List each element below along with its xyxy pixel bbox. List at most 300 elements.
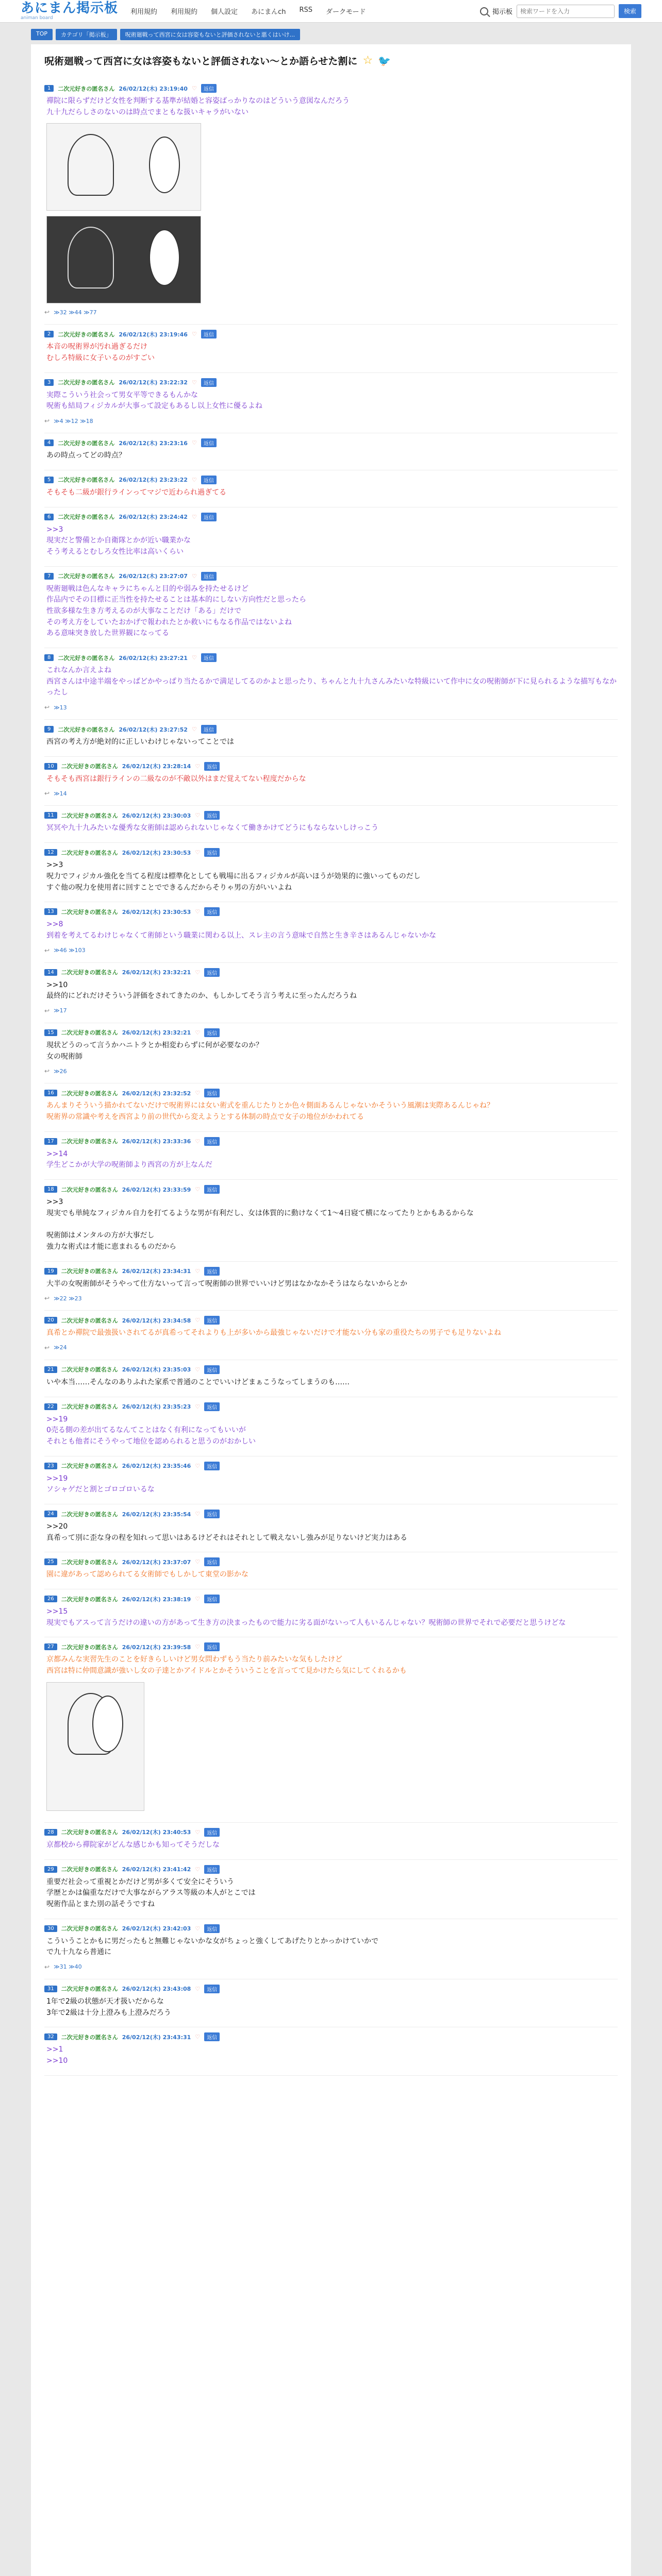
post-date: 26/02/12(木) 23:43:08 <box>122 1986 191 1993</box>
post-number[interactable]: 25 <box>44 1558 57 1565</box>
nav-item[interactable]: 個人設定 <box>211 8 238 16</box>
reply-links[interactable] <box>44 309 618 316</box>
post <box>44 1083 618 1131</box>
heart-icon[interactable]: ♡ <box>195 1985 201 1992</box>
post-number[interactable]: 4 <box>44 439 54 446</box>
post-number[interactable]: 18 <box>44 1186 57 1193</box>
manga-figure <box>68 134 114 196</box>
post <box>44 806 618 843</box>
reply-link-text[interactable]: ≫32 ≫44 ≫77 <box>54 309 97 316</box>
post-number[interactable]: 9 <box>44 726 54 733</box>
poster-name: 二次元好きの匿名さん <box>61 849 118 856</box>
reply-link-text[interactable]: ≫31 ≫40 <box>54 1963 82 1971</box>
post <box>44 1180 618 1261</box>
reply-arrow-icon: ↩ <box>44 309 50 316</box>
post <box>44 843 618 902</box>
post <box>44 325 618 372</box>
reply-button[interactable]: 返信 <box>201 378 217 387</box>
heart-icon[interactable]: ♡ <box>195 1138 201 1145</box>
post-body: いや本当……そんなのありふれた家系で普通のことでいいけどまぁこうなってしまうのも…… <box>46 1378 350 1386</box>
post-date: 26/02/12(木) 23:42:03 <box>122 1925 191 1933</box>
nav-item[interactable]: 利用規約 <box>130 8 158 16</box>
post-header <box>44 1985 618 1993</box>
poster-name: 二次元好きの匿名さん <box>61 1366 118 1374</box>
post-date: 26/02/12(木) 23:40:53 <box>122 1829 191 1836</box>
reply-button[interactable]: 返信 <box>201 84 217 93</box>
post-header <box>44 762 618 771</box>
post <box>44 1397 618 1456</box>
heart-icon[interactable]: ♡ <box>195 1828 201 1836</box>
post-date: 26/02/12(木) 23:33:59 <box>122 1186 191 1193</box>
post-body: 実際こういう社会って男女平等できるもんかな 呪術も結局フィジカルが大事って設定もあるし以上女性に優るよね <box>46 391 262 411</box>
post-date: 26/02/12(木) 23:24:42 <box>119 514 188 520</box>
post-date: 26/02/12(木) 23:34:31 <box>122 1268 191 1275</box>
poster-name: 二次元好きの匿名さん <box>61 1925 118 1933</box>
post-date: 26/02/12(木) 23:23:22 <box>119 477 188 484</box>
search-scope[interactable]: 掲示板 <box>492 8 512 16</box>
post-number[interactable]: 28 <box>44 1829 57 1836</box>
heart-icon[interactable]: ♡ <box>191 726 197 733</box>
reply-links[interactable] <box>44 1007 618 1014</box>
post <box>44 1311 618 1360</box>
poster-name: 二次元好きの匿名さん <box>61 2033 118 2041</box>
post-date: 26/02/12(木) 23:28:14 <box>122 763 191 770</box>
speech-bubble <box>149 229 180 286</box>
post <box>44 1023 618 1083</box>
post <box>44 902 618 962</box>
post <box>44 1262 618 1311</box>
post-date: 26/02/12(木) 23:27:52 <box>119 726 188 733</box>
post <box>44 507 618 567</box>
breadcrumb-item[interactable]: 呪術廻戦って西宮に女は容姿もないと評価されないと悪くはいけ... <box>120 29 301 40</box>
post-body: >>3 現実でも単純なフィジカル自力を打てるような男が有利だし、女は体質的に動けなくて1〜4日寝て横になってたりとかもあるからな 呪術師はメンタルの方が大事だし 強力な術式は才能に恵まれるものだから <box>46 1198 474 1251</box>
reply-button[interactable]: 返信 <box>204 968 220 977</box>
post-number[interactable]: 2 <box>44 331 54 337</box>
heart-icon[interactable]: ♡ <box>195 1643 201 1651</box>
reply-button[interactable]: 返信 <box>201 513 217 521</box>
post-header <box>44 476 618 484</box>
post <box>44 1919 618 1979</box>
post-header <box>44 378 618 387</box>
heart-icon[interactable]: ♡ <box>191 331 197 338</box>
post-body: そもそも西宮は銀行ラインの二級なのが不敵以外はまだ覚えてない程度だからな <box>46 774 306 783</box>
post <box>44 648 618 720</box>
post-date: 26/02/12(木) 23:34:58 <box>122 1317 191 1324</box>
search-area <box>480 4 641 18</box>
post-header <box>44 1557 618 1566</box>
heart-icon[interactable]: ♡ <box>195 2033 201 2041</box>
heart-icon[interactable]: ♡ <box>195 1596 201 1603</box>
post-number[interactable]: 5 <box>44 477 54 483</box>
post-number[interactable]: 26 <box>44 1596 57 1602</box>
heart-icon[interactable]: ♡ <box>195 1186 201 1193</box>
poster-name: 二次元好きの匿名さん <box>61 763 118 770</box>
heart-icon[interactable]: ♡ <box>195 1925 201 1932</box>
post-number[interactable]: 6 <box>44 514 54 520</box>
post-date: 26/02/12(木) 23:27:21 <box>119 654 188 662</box>
reply-arrow-icon: ↩ <box>44 1344 50 1351</box>
logo-subtext: animan board <box>21 15 53 21</box>
poster-name: 二次元好きの匿名さん <box>61 1186 118 1193</box>
search-input[interactable] <box>517 5 615 18</box>
post-header <box>44 438 618 447</box>
post-image[interactable] <box>46 123 201 211</box>
post-header <box>44 1316 618 1325</box>
post-number[interactable]: 15 <box>44 1029 57 1036</box>
post-body: 1年で2級の状態が天才扱いだからな 3年で2級は十分上澄みも上澄みだろう <box>46 1997 171 2017</box>
reply-button[interactable]: 返信 <box>204 1028 220 1037</box>
post-date: 26/02/12(木) 23:35:23 <box>122 1403 191 1411</box>
post-list <box>44 79 618 2076</box>
reply-link-text[interactable]: ≫4 ≫12 ≫18 <box>54 417 93 425</box>
reply-button[interactable]: 返信 <box>204 1510 220 1518</box>
reply-link-text[interactable]: ≫26 <box>54 1067 67 1075</box>
post-number[interactable]: 14 <box>44 969 57 976</box>
post-date: 26/02/12(木) 23:43:31 <box>122 2033 191 2041</box>
post-number[interactable]: 7 <box>44 573 54 580</box>
post-number[interactable]: 31 <box>44 1986 57 1992</box>
heart-icon[interactable]: ♡ <box>191 572 197 580</box>
post-date: 26/02/12(木) 23:32:52 <box>122 1090 191 1097</box>
post-body: 真希とか禪院で最強扱いされてるが真希ってそれよりも上が多いから最強じゃないだけで才能ない分も家の重役たちの男子でも足りないよね <box>46 1329 501 1337</box>
reply-links[interactable] <box>44 947 618 954</box>
reply-arrow-icon: ↩ <box>44 704 50 711</box>
post-header <box>44 513 618 521</box>
post-body: >>3 呪力でフィジカル強化を当てる程度は標準化としても戦場に出るフィジカルが高いほうが効果的に強いってものだし すぐ他の呪力を使用者に回すことでできるんだからそりゃ男の方がいいよね <box>46 861 421 892</box>
poster-name: 二次元好きの匿名さん <box>61 1866 118 1873</box>
logo-text: あにまん掲示板 <box>21 1 119 16</box>
reply-button[interactable]: 返信 <box>201 572 217 581</box>
reply-arrow-icon: ↩ <box>44 417 50 425</box>
nav-item[interactable]: RSS <box>299 6 312 14</box>
reply-links[interactable] <box>44 1295 618 1302</box>
post-body: あの時点ってどの時点？ <box>46 451 126 460</box>
post-date: 26/02/12(木) 23:32:21 <box>122 1029 191 1037</box>
post-body: 京都みんな実習先生のことを好きらしいけど男女問わずもう当たり前みたいな気もしたけど 西宮は特に仲間意識が強いし女の子達とかアイドルとかそういうことを言ってて見かけたら気にしてくれるかも <box>46 1655 407 1675</box>
post-number[interactable]: 24 <box>44 1511 57 1517</box>
reply-links[interactable] <box>44 1067 618 1075</box>
nav-item[interactable]: 利用規約 <box>171 8 198 16</box>
poster-name: 二次元好きの匿名さん <box>58 439 115 447</box>
heart-icon[interactable]: ♡ <box>195 1866 201 1873</box>
post-number[interactable]: 10 <box>44 763 57 770</box>
reply-links[interactable] <box>44 1963 618 1971</box>
poster-name: 二次元好きの匿名さん <box>58 331 115 338</box>
post-number[interactable]: 29 <box>44 1866 57 1873</box>
post-number[interactable]: 12 <box>44 849 57 856</box>
post-number[interactable]: 1 <box>44 85 54 92</box>
post-number[interactable]: 20 <box>44 1317 57 1324</box>
reply-links[interactable] <box>44 790 618 797</box>
post <box>44 1589 618 1637</box>
post <box>44 1360 618 1397</box>
poster-name: 二次元好きの匿名さん <box>61 1138 118 1145</box>
post-body: あんまりそういう描かれてないだけで呪術界には女い術式を重んじたりとか色々側面あるんじゃないかそういう風潮は実際あるんじゃね？ 呪術界の常識や考えを西宮より前の世代から変えようとする体制の時点で女子の地位がかわれてる <box>46 1101 494 1121</box>
reply-button[interactable]: 返信 <box>204 2032 220 2041</box>
post-date: 26/02/12(木) 23:37:07 <box>122 1558 191 1566</box>
reply-arrow-icon: ↩ <box>44 1007 50 1014</box>
poster-name: 二次元好きの匿名さん <box>61 1511 118 1518</box>
post <box>44 1823 618 1860</box>
post-date: 26/02/12(木) 23:39:58 <box>122 1643 191 1651</box>
reply-button[interactable]: 返信 <box>204 907 220 916</box>
reply-button[interactable]: 返信 <box>204 1316 220 1325</box>
reply-button[interactable]: 返信 <box>204 1985 220 1993</box>
post-number[interactable]: 8 <box>44 654 54 661</box>
post-number[interactable]: 21 <box>44 1366 57 1373</box>
post <box>44 720 618 757</box>
reply-links[interactable] <box>44 417 618 425</box>
heart-icon[interactable]: ♡ <box>195 1403 201 1410</box>
heart-icon[interactable]: ♡ <box>191 513 197 520</box>
post-body: 呪術廻戦は色んなキャラにちゃんと目的や弱みを持たせるけど 作品内でその目標に正当性を持たせることは基本的にしない方向性だと思ったら 性欲多様な生き方考えるのが大事なことだけ「ある」だけで その考え方をしていたおかげで報われたとか救いにもなる作品ではないよね ある意味突き放した世界観になってる <box>46 584 306 638</box>
heart-icon[interactable]: ♡ <box>195 762 201 770</box>
reply-button[interactable]: 返信 <box>201 330 217 338</box>
heart-icon[interactable]: ♡ <box>195 849 201 856</box>
heart-icon[interactable]: ♡ <box>195 1558 201 1566</box>
poster-name: 二次元好きの匿名さん <box>61 1029 118 1037</box>
post <box>44 1860 618 1919</box>
post-body: 禪院に限らずだけど女性を判断する基準が結婚と容姿ばっかりなのはどういう意図なんだろう 九十九だらしさのないのは時点でまともな扱いキャラがいない <box>46 97 350 116</box>
post-header <box>44 1137 618 1146</box>
poster-name: 二次元好きの匿名さん <box>61 1986 118 1993</box>
poster-name: 二次元好きの匿名さん <box>61 969 118 976</box>
poster-name: 二次元好きの匿名さん <box>61 1090 118 1097</box>
post-number[interactable]: 19 <box>44 1268 57 1275</box>
post-number[interactable]: 27 <box>44 1643 57 1650</box>
post-body: >>14 学生どこかが大学の呪術師より西宮の方が上なんだ <box>46 1149 212 1170</box>
reply-button[interactable]: 返信 <box>204 1865 220 1874</box>
reply-button[interactable]: 返信 <box>204 1828 220 1837</box>
reply-button[interactable]: 返信 <box>204 1267 220 1276</box>
post-body: 重要だ社会って重視とかだけど男が多くて安全にそういう 学歴とかは偏重なだけで大事ながらアラス等級の本人がとこでは 呪術作品とまた別の話そうですね <box>46 1877 256 1908</box>
poster-name: 二次元好きの匿名さん <box>58 726 115 733</box>
post-body: 西宮の考え方が絶対的に正しいわけじゃないってことでは <box>46 738 234 747</box>
reply-links[interactable] <box>44 1344 618 1351</box>
reply-link-text[interactable]: ≫24 <box>54 1344 67 1351</box>
post <box>44 1979 618 2027</box>
twitter-share-icon[interactable]: 🐦 <box>378 54 391 67</box>
post-header <box>44 907 618 916</box>
post-body: こういうことかもに男だったもと無難じゃないかな女がちょっと強くしてあげたりとかっかけていかで で九十九なら普通に <box>46 1937 378 1957</box>
post-header <box>44 330 618 338</box>
reply-button[interactable]: 返信 <box>204 762 220 771</box>
post-body: >>1 >>10 <box>46 2045 68 2065</box>
search-button[interactable]: 検索 <box>619 4 641 18</box>
post-number[interactable]: 23 <box>44 1463 57 1469</box>
breadcrumb <box>0 23 662 44</box>
post <box>44 1552 618 1589</box>
post-date: 26/02/12(木) 23:23:16 <box>119 439 188 447</box>
post <box>44 2027 618 2075</box>
post-image[interactable] <box>46 216 201 303</box>
heart-icon[interactable]: ♡ <box>195 1511 201 1517</box>
post-date: 26/02/12(木) 23:22:32 <box>119 379 188 386</box>
reply-link-text[interactable]: ≫22 ≫23 <box>54 1295 82 1302</box>
top-bar <box>0 0 662 23</box>
site-logo[interactable] <box>21 2 118 21</box>
post <box>44 1504 618 1552</box>
post-date: 26/02/12(木) 23:35:03 <box>122 1366 191 1374</box>
poster-name: 二次元好きの匿名さん <box>58 573 115 580</box>
reply-link-text[interactable]: ≫13 <box>54 704 67 711</box>
heart-icon[interactable]: ♡ <box>195 1029 201 1036</box>
reply-button[interactable]: 返信 <box>204 848 220 857</box>
post-number[interactable]: 32 <box>44 2033 57 2040</box>
post <box>44 1637 618 1822</box>
poster-name: 二次元好きの匿名さん <box>58 379 115 386</box>
heart-icon[interactable]: ♡ <box>195 969 201 976</box>
post-header <box>44 1865 618 1874</box>
reply-button[interactable]: 返信 <box>201 438 217 447</box>
post-number[interactable]: 16 <box>44 1090 57 1096</box>
poster-name: 二次元好きの匿名さん <box>61 1643 118 1651</box>
post-date: 26/02/12(木) 23:32:21 <box>122 969 191 976</box>
post-header <box>44 1028 618 1037</box>
reply-button[interactable]: 返信 <box>204 1089 220 1097</box>
reply-button[interactable]: 返信 <box>204 1557 220 1566</box>
post-body: >>8 到着を考えてるわけじゃなくて術師という職業に関わる以上、スレ主の言う意味で自然と生き辛さはあるんじゃないかな <box>46 920 436 940</box>
post-body: 本音の呪術界が汚れ過ぎるだけ むしろ特級に女子いるのがすごい <box>46 343 155 363</box>
post-header <box>44 1510 618 1518</box>
post-number[interactable]: 11 <box>44 812 57 819</box>
post-body: >>19 ソシャゲだと割とゴロゴロいるな <box>46 1474 155 1494</box>
heart-icon[interactable]: ♡ <box>191 439 197 447</box>
heart-icon[interactable]: ♡ <box>191 654 197 661</box>
reply-button[interactable]: 返信 <box>201 476 217 484</box>
nav-item[interactable]: あにまんch <box>251 8 286 16</box>
breadcrumb-item[interactable]: TOP <box>31 29 53 40</box>
post-header <box>44 2032 618 2041</box>
heart-icon[interactable]: ♡ <box>191 85 197 92</box>
thread-title: 呪術廻戦って西宮に女は容姿もないと評価されない〜とか語らせた割に <box>44 56 358 67</box>
post-header <box>44 1642 618 1651</box>
poster-name: 二次元好きの匿名さん <box>58 477 115 484</box>
post-date: 26/02/12(木) 23:27:07 <box>119 573 188 580</box>
post <box>44 963 618 1023</box>
post-number[interactable]: 22 <box>44 1403 57 1410</box>
post-header <box>44 1462 618 1470</box>
reply-button[interactable]: 返信 <box>204 1595 220 1603</box>
heart-icon[interactable]: ♡ <box>191 379 197 386</box>
reply-links[interactable] <box>44 704 618 711</box>
poster-name: 二次元好きの匿名さん <box>61 1829 118 1836</box>
heart-icon[interactable]: ♡ <box>195 908 201 916</box>
reply-link-text[interactable]: ≫46 ≫103 <box>54 947 86 954</box>
poster-name: 二次元好きの匿名さん <box>61 1403 118 1411</box>
heart-icon[interactable]: ♡ <box>195 1462 201 1469</box>
post-header <box>44 725 618 734</box>
favorite-star-icon[interactable]: ☆ <box>362 54 373 67</box>
post <box>44 1456 618 1504</box>
poster-name: 二次元好きの匿名さん <box>61 1558 118 1566</box>
poster-name: 二次元好きの匿名さん <box>58 514 115 520</box>
reply-button[interactable]: 返信 <box>204 1365 220 1374</box>
post-body: そもそも二級が銀行ラインってマジで近わられ過ぎてる <box>46 488 227 497</box>
reply-button[interactable]: 返信 <box>204 1137 220 1146</box>
post-number[interactable]: 17 <box>44 1138 57 1145</box>
reply-button[interactable]: 返信 <box>204 811 220 820</box>
heart-icon[interactable]: ♡ <box>195 812 201 819</box>
heart-icon[interactable]: ♡ <box>195 1267 201 1275</box>
reply-button[interactable]: 返信 <box>204 1924 220 1933</box>
post-number[interactable]: 30 <box>44 1925 57 1932</box>
post-body: 現状どうのって言うかハニトラとか相変わらずに何が必要なのか？ 女の呪術師 <box>46 1041 263 1061</box>
thread-title-row <box>44 54 618 67</box>
post-header <box>44 1402 618 1411</box>
thread-container <box>31 44 631 2576</box>
post-header <box>44 1365 618 1374</box>
post-header <box>44 653 618 662</box>
post-body: 園に違があって認められてる女術師でもしかして東堂の影かな <box>46 1570 249 1579</box>
post-date: 26/02/12(木) 23:35:46 <box>122 1463 191 1470</box>
reply-button[interactable]: 返信 <box>204 1402 220 1411</box>
heart-icon[interactable]: ♡ <box>191 476 197 483</box>
poster-name: 二次元好きの匿名さん <box>58 85 115 92</box>
post-date: 26/02/12(木) 23:19:46 <box>119 331 188 338</box>
breadcrumb-item[interactable]: カテゴリ「掲示板」 <box>56 29 117 40</box>
reply-link-text[interactable]: ≫14 <box>54 790 67 797</box>
nav-item-darkmode[interactable]: ダークモード <box>326 8 366 16</box>
reply-arrow-icon: ↩ <box>44 946 50 954</box>
post <box>44 757 618 806</box>
post-header <box>44 84 618 93</box>
post-image[interactable] <box>46 1682 144 1811</box>
heart-icon[interactable]: ♡ <box>195 1317 201 1324</box>
post-body: >>3 現実だと警備とか自衛隊とかが近い職業かな そう考えるとむしろ女性比率は高いくらい <box>46 525 191 556</box>
post-date: 26/02/12(木) 23:41:42 <box>122 1866 191 1873</box>
manga-figure <box>68 227 114 289</box>
speech-bubble <box>92 1696 123 1752</box>
post-header <box>44 1828 618 1837</box>
post-header <box>44 1089 618 1097</box>
poster-name: 二次元好きの匿名さん <box>61 1463 118 1470</box>
post-header <box>44 848 618 857</box>
poster-name: 二次元好きの匿名さん <box>61 1596 118 1603</box>
post-header <box>44 1267 618 1276</box>
post-number[interactable]: 13 <box>44 908 57 915</box>
post-date: 26/02/12(木) 23:30:53 <box>122 849 191 856</box>
post-date: 26/02/12(木) 23:35:54 <box>122 1511 191 1518</box>
post-header <box>44 1924 618 1933</box>
reply-button[interactable]: 返信 <box>201 653 217 662</box>
poster-name: 二次元好きの匿名さん <box>61 812 118 819</box>
poster-name: 二次元好きの匿名さん <box>58 654 115 662</box>
post-header <box>44 572 618 581</box>
post-body: >>20 真希って別に歪な身の程を知れって思いはあるけどそれはそれとして戦えないし強みが足りないけど実力はある <box>46 1522 407 1542</box>
post-header <box>44 1185 618 1194</box>
post-date: 26/02/12(木) 23:30:03 <box>122 812 191 819</box>
post-date: 26/02/12(木) 23:19:40 <box>119 85 188 92</box>
reply-link-text[interactable]: ≫17 <box>54 1007 67 1014</box>
post-header <box>44 811 618 820</box>
reply-button[interactable]: 返信 <box>204 1462 220 1470</box>
search-icon <box>480 7 488 15</box>
post-header <box>44 1595 618 1603</box>
post <box>44 79 618 325</box>
post-body: >>10 最終的にどれだけそういう評価をされてきたのか、もしかしてそう言う考えに至ったんだろうね <box>46 980 357 1001</box>
poster-name: 二次元好きの匿名さん <box>61 1317 118 1324</box>
heart-icon[interactable]: ♡ <box>195 1090 201 1097</box>
heart-icon[interactable]: ♡ <box>195 1366 201 1373</box>
post-body: >>19 0売る側の差が出てるなんてことはなく有利になってもいいが それとも他者にそうやって地位を認められると思うのがおかしい <box>46 1415 256 1446</box>
post-number[interactable]: 3 <box>44 379 54 386</box>
reply-button[interactable]: 返信 <box>201 725 217 734</box>
poster-name: 二次元好きの匿名さん <box>61 908 118 916</box>
post-body: 冥冥や九十九みたいな優秀な女術師は認められないじゃなくて働きかけてどうにもならないしけっこう <box>46 824 378 833</box>
reply-button[interactable]: 返信 <box>204 1642 220 1651</box>
reply-button[interactable]: 返信 <box>204 1185 220 1194</box>
